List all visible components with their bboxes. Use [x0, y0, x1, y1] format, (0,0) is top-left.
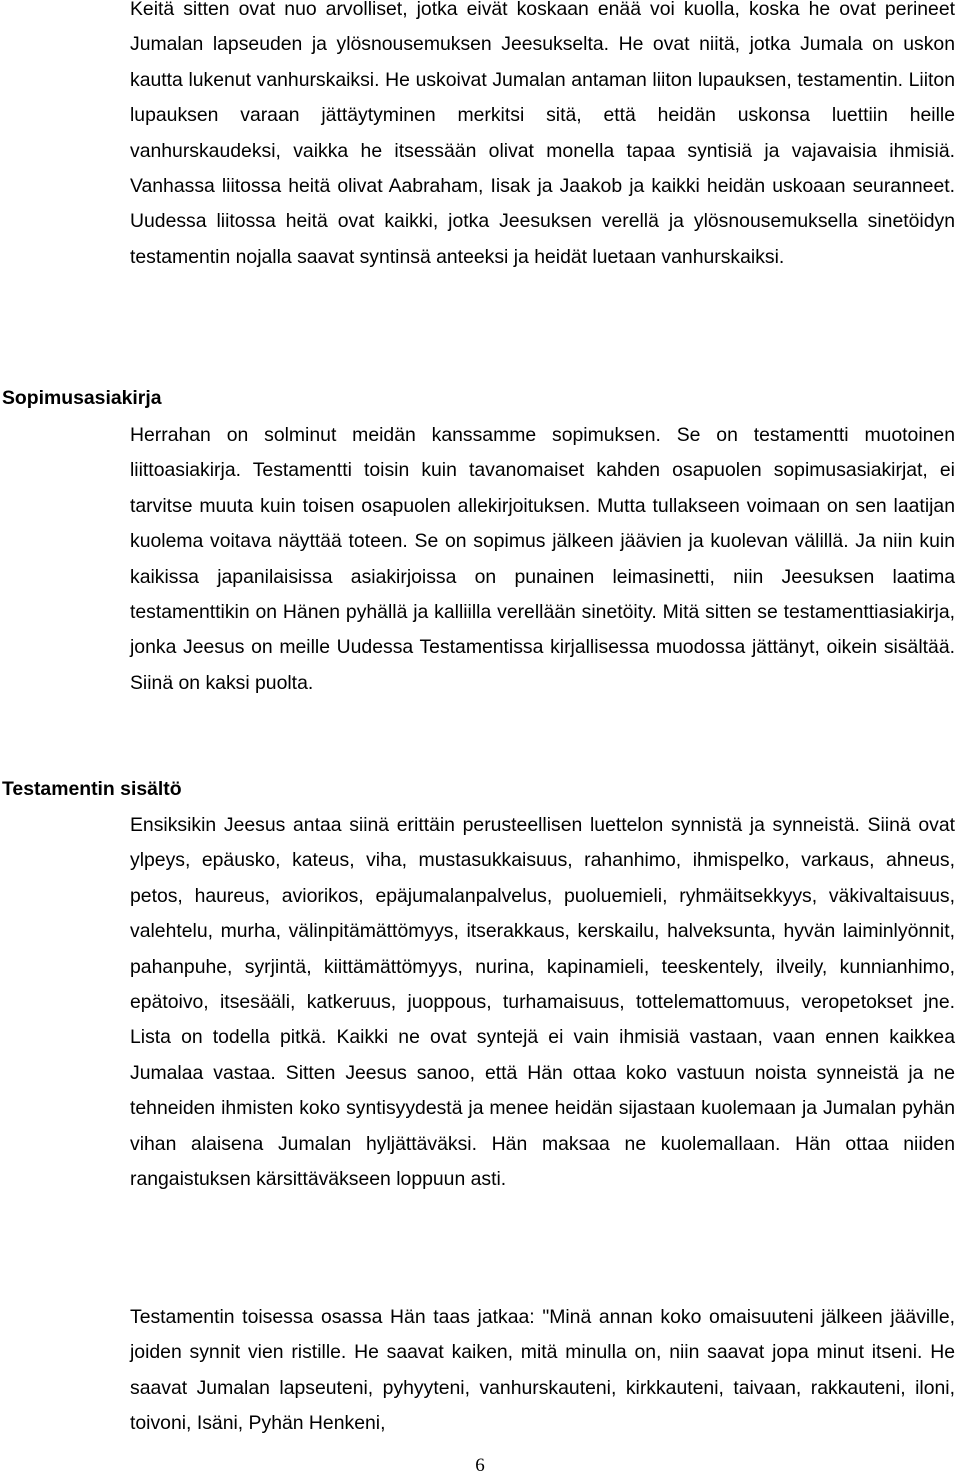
paragraph-intro: Keitä sitten ovat nuo arvolliset, jotka eivät koskaan enää voi kuolla, koska he ovat perineet Jumalan lapseuden ja ylösnousemuksen Jeesukselta. He ovat niitä, jotka Jumala on uskon kautta lukenut vanhurskaiksi. He uskoivat Jumalan antaman liiton lupauksen, testamentin. Liiton lupauksen varaan jättäytyminen merkitsi sitä, että heidän uskonsa luettiin heille vanhurskaudeksi, vaikka he itsessään olivat monella tapaa syntisiä ja vajavaisia ihmisiä. Vanhassa liitossa heitä olivat Aabraham, Iisak ja Jaakob ja kaikki heidän uskoaan seuranneet. Uudessa liitossa heitä ovat kaikki, jotka Jeesuksen verellä ja ylösnousemuksella sinetöidyn testamentin nojalla saavat syntinsä anteeksi ja heidät luetaan vanhurskaiksi.: [130, 0, 955, 268]
paragraph-sopimusasiakirja: Herrahan on solminut meidän kanssamme sopimuksen. Se on testamentti muotoinen liittoasiakirja. Testamentti toisin kuin tavanomaiset kahden osapuolen sopimusasiakirjat, ei tarvitse muuta kuin toisen osapuolen allekirjoituksen. Mutta tullakseen voimaan on sen laatijan kuolema voitava näyttää toteen. Se on sopimus jälkeen jäävien ja kuolevan välillä. Ja niin kuin kaikissa japanilaisissa asiakirjoissa on punainen leimasinetti, niin Jeesuksen laatima testamenttikin on Hänen pyhällä ja kalliilla verellään sinetöity. Mitä sitten se testamenttiasiakirja, jonka Jeesus on meille Uudessa Testamentissa kirjallisessa muodossa jättänyt, oikein sisältää. Siinä on kaksi puolta.: [130, 424, 955, 694]
paragraph-toinen-osa: Testamentin toisessa osassa Hän taas jatkaa: "Minä annan koko omaisuuteni jälkeen jääville, joiden synnit vien ristille. He saavat kaiken, mitä minulla on, niin saavat jopa minut itseni. He saavat Jumalan lapseuteni, pyhyyteni, vanhurskauteni, kirkkauteni, taivaan, rakkauteni, iloni, toivoni, Isäni, Pyhän Henkeni,: [130, 1306, 955, 1435]
section-heading-sopimusasiakirja: Sopimusasiakirja: [2, 387, 162, 409]
paragraph-testamentin-sisalto: Ensiksikin Jeesus antaa siinä erittäin perusteellisen luettelon synnistä ja synneistä. Siinä ovat ylpeys, epäusko, kateus, viha, mustasukkaisuus, rahanhimo, ihmispelko, varkaus, ahneus, petos, haureus, aviorikos, epäjumalanpalvelus, puoluemieli, ryhmäitsekkyys, väkivaltaisuus, valehtelu, murha, välinpitämättömyys, itserakkaus, kerskailu, halveksunta, hyvän laiminlyönnit, pahanpuhe, syrjintä, kiittämättömyys, nurina, kapinamieli, teeskentely, ilveily, kunnianhimo, epätoivo, itsesääli, katkeruus, juoppous, turhamaisuus, tottelemattomuus, veropetokset jne. Lista on todella pitkä. Kaikki ne ovat syntejä ei vain ihmisiä vastaan, vaan ennen kaikkea Jumalaa vastaa. Sitten Jeesus sanoo, että Hän ottaa koko vastuun noista synneistä ja ne tehneiden ihmisten koko syntisyydestä ja menee heidän sijastaan kuolemaan ja Jumalan pyhän vihan alaisena Jumalan hyljättäväksi. Hän maksaa ne kuolemallaan. Hän ottaa niiden rangaistuksen kärsittäväkseen loppuun asti.: [130, 814, 955, 1191]
page-number: 6: [475, 1455, 485, 1476]
section-heading-testamentin-sisalto: Testamentin sisältö: [2, 778, 182, 800]
